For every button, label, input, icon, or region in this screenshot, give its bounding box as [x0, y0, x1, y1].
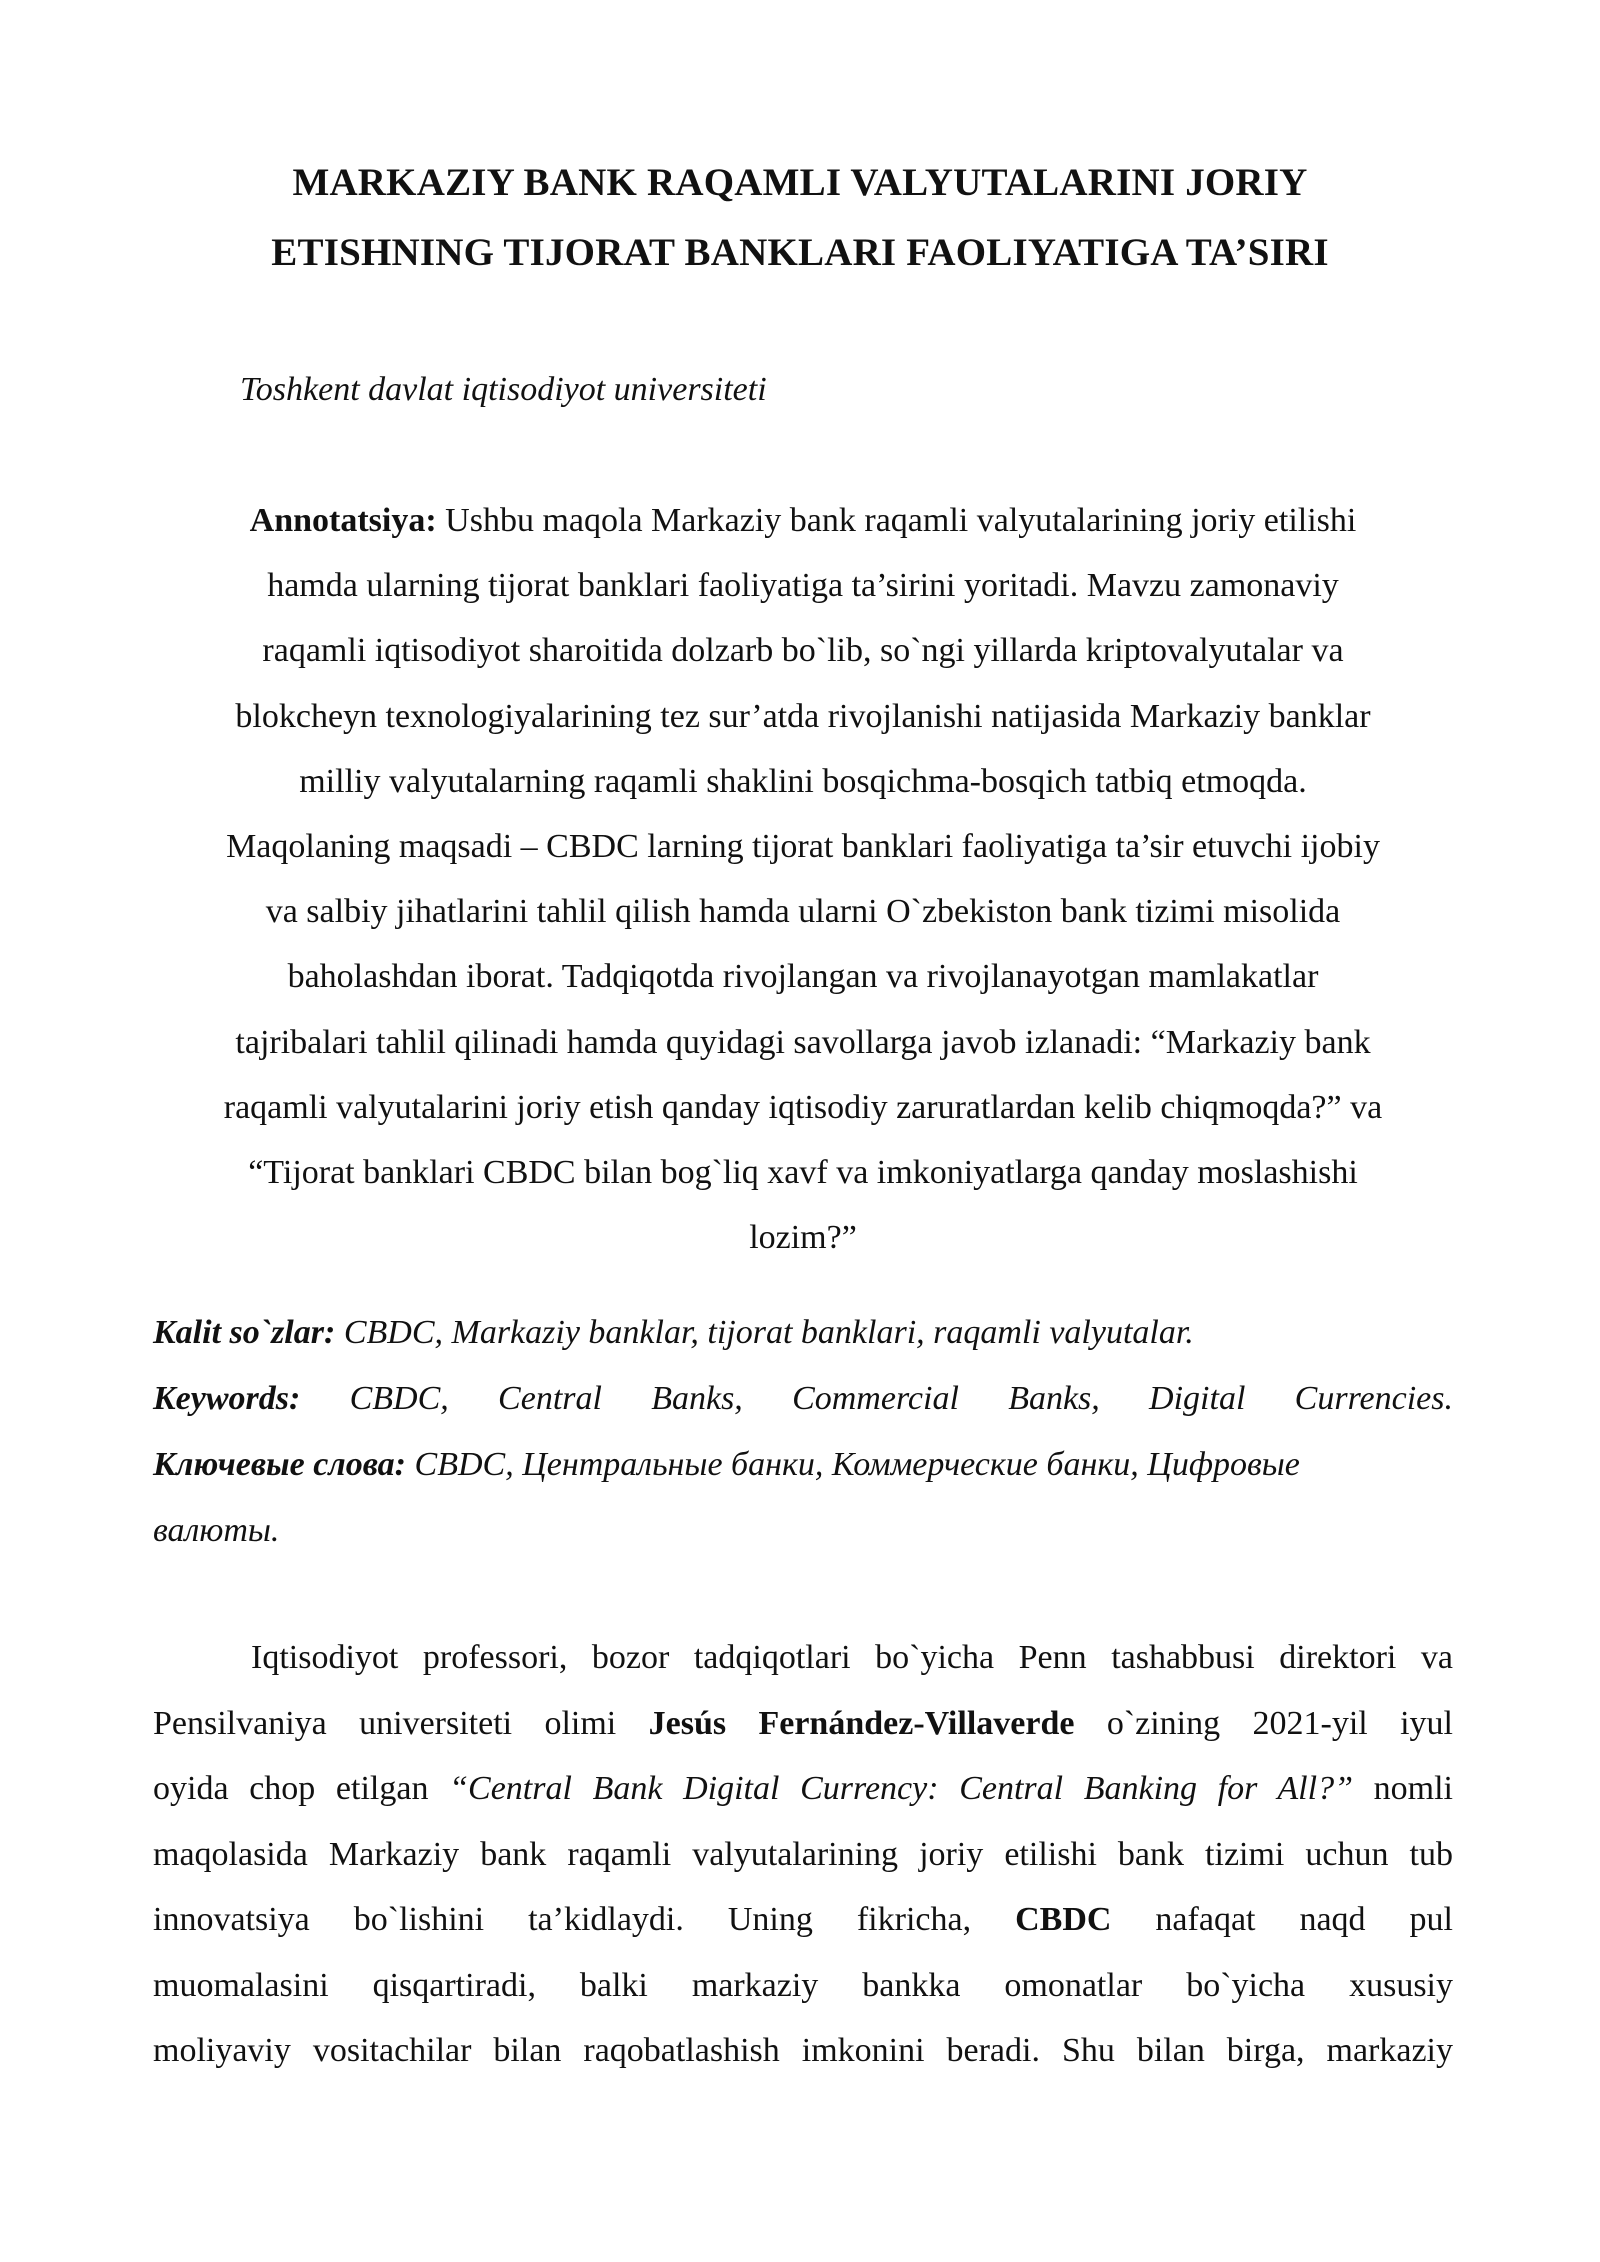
abstract-line: va salbiy jihatlarini tahlil qilish hamda ularni O`zbekiston bank tizimi misolida [265, 893, 1341, 931]
body-text: o`zining 2021-yil iyul [1074, 1704, 1453, 1742]
body-line: maqolasida Markaziy bank raqamli valyutalarining joriy etilishi bank tizimi uchun tub [153, 1835, 1453, 1873]
keywords-ru [153, 1432, 1453, 1498]
body-line: moliyaviy vositachilar bilan raqobatlashish imkonini beradi. Shu bilan birga, markaziy [153, 2032, 1453, 2069]
title-line-1: MARKAZIY BANK RAQAMLI VALYUTALARINI JORIY [292, 161, 1308, 204]
body-paragraph [153, 1625, 1453, 2084]
keywords-block [153, 1300, 1453, 1564]
keywords-ru-text: CBDC, Центральные банки, Коммерческие банки, Цифровые [406, 1446, 1300, 1483]
abstract-line: “Tijorat banklari CBDC bilan bog`liq xavf va imkoniyatlarga qanday moslashishi [248, 1154, 1358, 1192]
body-text: Pensilvaniya universiteti olimi [153, 1704, 649, 1742]
abstract-line: milliy valyutalarning raqamli shaklini bosqichma-bosqich tatbiq etmoqda. [299, 762, 1307, 800]
keyword-item: Central [498, 1380, 602, 1417]
abstract-line: Maqolaning maqsadi – CBDC larning tijorat banklari faoliyatiga ta’sir etuvchi ijobiy [226, 828, 1380, 866]
affiliation-text: Toshkent davlat iqtisodiyot universiteti [240, 371, 767, 408]
keywords-ru-label: Ключевые слова: [153, 1446, 407, 1483]
abstract-line: tajribalari tahlil qilinadi hamda quyidagi savollarga javob izlanadi: “Markaziy bank [235, 1023, 1371, 1061]
keyword-item: Banks, [651, 1380, 743, 1417]
keywords-uz-text: CBDC, Markaziy banklar, tijorat banklari, raqamli valyutalar. [335, 1314, 1194, 1351]
body-line [153, 1691, 1453, 1757]
keyword-item: Banks, [1008, 1380, 1100, 1417]
abstract-line: baholashdan iborat. Tadqiqotda rivojlangan va rivojlanayotgan mamlakatlar [287, 958, 1319, 996]
keyword-item: CBDC, [349, 1380, 449, 1417]
paper-title [150, 148, 1450, 288]
body-line [153, 1756, 1453, 1822]
cbdc-term: CBDC [1015, 1901, 1112, 1938]
body-text: innovatsiya bo`lishini ta’kidlaydi. Uning fikricha, [153, 1901, 1016, 1938]
cited-title: “Central Bank Digital Currency: Central Banking for All?” [449, 1770, 1353, 1807]
keywords-uz [153, 1300, 1453, 1366]
author-name: Jesús Fernández-Villaverde [648, 1704, 1075, 1742]
abstract-line: hamda ularning tijorat banklari faoliyatiga ta’sirini yoritadi. Mavzu zamonaviy [267, 567, 1339, 605]
abstract-line: raqamli valyutalarini joriy etish qanday iqtisodiy zaruratlardan kelib chiqmoqda?” va [223, 1088, 1383, 1126]
abstract [148, 488, 1458, 1270]
body-text: nafaqat naqd pul [1111, 1901, 1454, 1938]
body-line [153, 1887, 1453, 1953]
affiliation [0, 368, 1600, 412]
title-line-2: ETISHNING TIJORAT BANKLARI FAOLIYATIGA TA’SIRI [271, 231, 1329, 274]
body-text: oyida chop etilgan [153, 1770, 450, 1807]
body-text: nomli [1353, 1770, 1453, 1807]
keyword-item: Digital [1149, 1380, 1246, 1417]
keywords-en [153, 1366, 1453, 1432]
keyword-item: Currencies. [1294, 1380, 1453, 1417]
keyword-item: Commercial [792, 1380, 959, 1417]
abstract-line: raqamli iqtisodiyot sharoitida dolzarb bo`lib, so`ngi yillarda kriptovalyutalar va [262, 632, 1344, 670]
body-line: muomalasini qisqartiradi, balki markaziy bankka omonatlar bo`yicha xususiy [153, 1966, 1453, 2004]
keywords-en-label: Keywords: [153, 1380, 301, 1417]
keywords-ru-continued: валюты. [153, 1512, 280, 1549]
abstract-line: lozim?” [749, 1219, 857, 1257]
keywords-uz-label: Kalit so`zlar: [153, 1314, 336, 1351]
abstract-line: blokcheyn texnologiyalarining tez sur’atda rivojlanishi natijasida Markaziy banklar [235, 697, 1371, 735]
body-line: Iqtisodiyot professori, bozor tadqiqotlari bo`yicha Penn tashabbusi direktori va [251, 1639, 1453, 1676]
abstract-line [148, 488, 1458, 553]
abstract-line-text: Ushbu maqola Markaziy bank raqamli valyutalarining joriy etilishi [436, 502, 1357, 539]
abstract-label: Annotatsiya: [249, 502, 437, 539]
